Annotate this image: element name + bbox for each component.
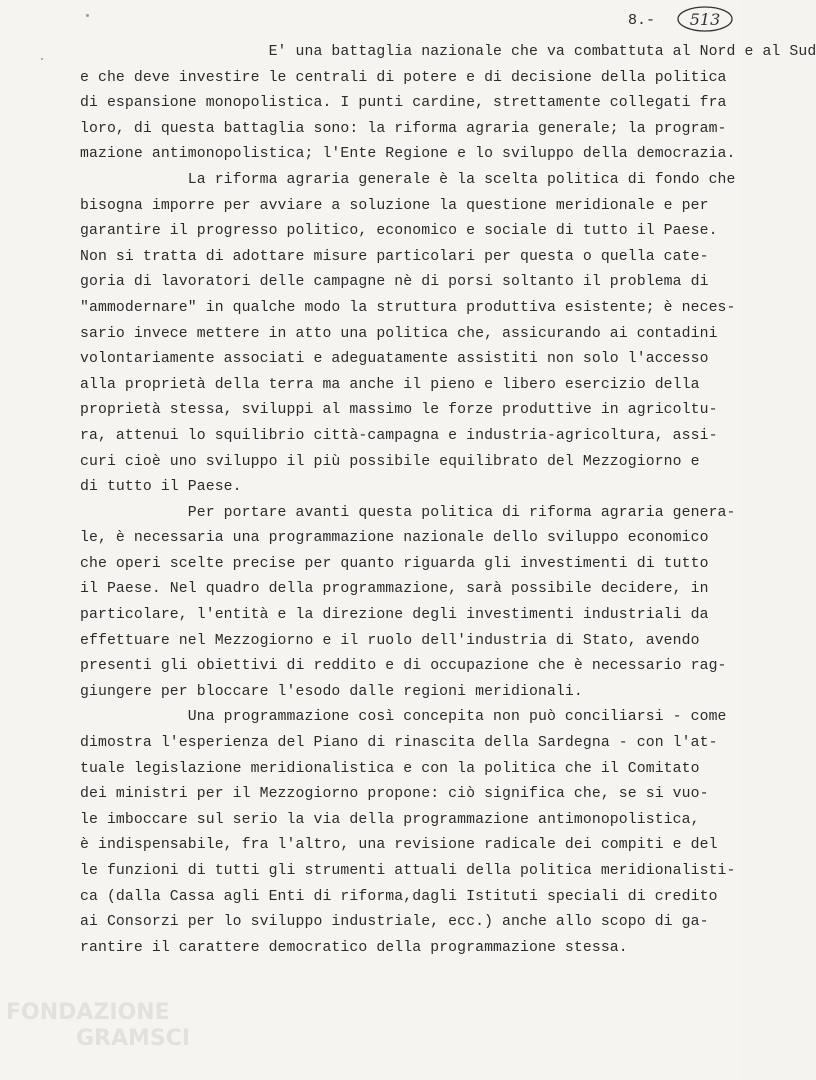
text-line: le, è necessaria una programmazione nazionale dello sviluppo economico — [80, 530, 709, 547]
text-line: particolare, l'entità e la direzione degli investimenti industriali da — [80, 607, 709, 624]
text-line: e che deve investire le centrali di potere e di decisione della politica — [80, 69, 727, 86]
paper-speck — [86, 14, 89, 17]
text-line: è indispensabile, fra l'altro, una revisione radicale dei compiti e del — [80, 837, 718, 854]
text-line: ai Consorzi per lo sviluppo industriale, ecc.) anche allo scopo di ga- — [80, 914, 709, 931]
paper-speck — [41, 58, 43, 60]
text-line: Per portare avanti questa politica di riforma agraria genera- — [80, 504, 736, 521]
text-line: le funzioni di tutti gli strumenti attuali della politica meridionalisti- — [80, 863, 736, 879]
text-line: La riforma agraria generale è la scelta politica di fondo che — [80, 171, 736, 188]
text-line: effettuare nel Mezzogiorno e il ruolo dell'industria di Stato, avendo — [80, 632, 700, 649]
text-line: che operi scelte precise per quanto riguarda gli investimenti di tutto — [80, 555, 709, 572]
text-line: bisogna imporre per avviare a soluzione la questione meridionale e per — [80, 197, 709, 214]
body-text — [80, 40, 816, 961]
text-line: Una programmazione così concepita non può conciliarsi - come — [80, 709, 727, 726]
watermark-line: FONDAZIONE — [6, 1000, 170, 1025]
text-line: alla proprietà della terra ma anche il pieno e libero esercizio della — [80, 376, 700, 393]
text-line: mazione antimonopolistica; l'Ente Regione e lo sviluppo della democrazia. — [80, 146, 736, 163]
text-line: loro, di questa battaglia sono: la riforma agraria generale; la program- — [80, 120, 727, 137]
text-line: volontariamente associati e adeguatamente assistiti non solo l'accesso — [80, 351, 709, 368]
text-line: giungere per bloccare l'esodo dalle regioni meridionali. — [80, 683, 583, 700]
text-line: presenti gli obiettivi di reddito e di occupazione che è necessario rag- — [80, 658, 727, 675]
text-line: goria di lavoratori delle campagne nè di porsi soltanto il problema di — [80, 274, 709, 291]
text-line: curi cioè uno sviluppo il più possibile equilibrato del Mezzogiorno e — [80, 453, 700, 470]
text-line: Non si tratta di adottare misure particolari per questa o quella cate- — [80, 248, 709, 265]
text-line: "ammodernare" in qualche modo la struttura produttiva esistente; è neces- — [80, 299, 736, 316]
text-line: ra, attenui lo squilibrio città-campagna e industria-agricoltura, assi- — [80, 427, 718, 444]
text-line: di tutto il Paese. — [80, 479, 242, 496]
text-line: il Paese. Nel quadro della programmazione, sarà possibile decidere, in — [80, 581, 709, 598]
watermark — [6, 1000, 190, 1052]
text-line: rantire il carattere democratico della programmazione stessa. — [80, 939, 628, 956]
text-line: le imboccare sul serio la via della programmazione antimonopolistica, — [80, 811, 700, 828]
text-line: garantire il progresso politico, economico e sociale di tutto il Paese. — [80, 223, 718, 240]
text-line: sario invece mettere in atto una politica che, assicurando ai contadini — [80, 325, 718, 342]
text-line: E' una battaglia nazionale che va combattuta al Nord e al Sud — [80, 44, 816, 60]
watermark-line: GRAMSCI — [76, 1026, 191, 1051]
text-line: tuale legislazione meridionalistica e con la politica che il Comitato — [80, 760, 700, 777]
page-number: 8.- — [628, 12, 656, 29]
text-line: di espansione monopolistica. I punti cardine, strettamente collegati fra — [80, 95, 727, 112]
text-line: dei ministri per il Mezzogiorno propone: ciò significa che, se si vuo- — [80, 786, 709, 803]
archive-stamp-number — [676, 4, 734, 34]
text-line: proprietà stessa, sviluppi al massimo le forze produttive in agricoltu- — [80, 402, 718, 419]
archive-number: 513 — [689, 10, 721, 29]
text-line: ca (dalla Cassa agli Enti di riforma,dagli Istituti speciali di credito — [80, 888, 718, 905]
text-line: dimostra l'esperienza del Piano di rinascita della Sardegna - con l'at- — [80, 735, 718, 752]
